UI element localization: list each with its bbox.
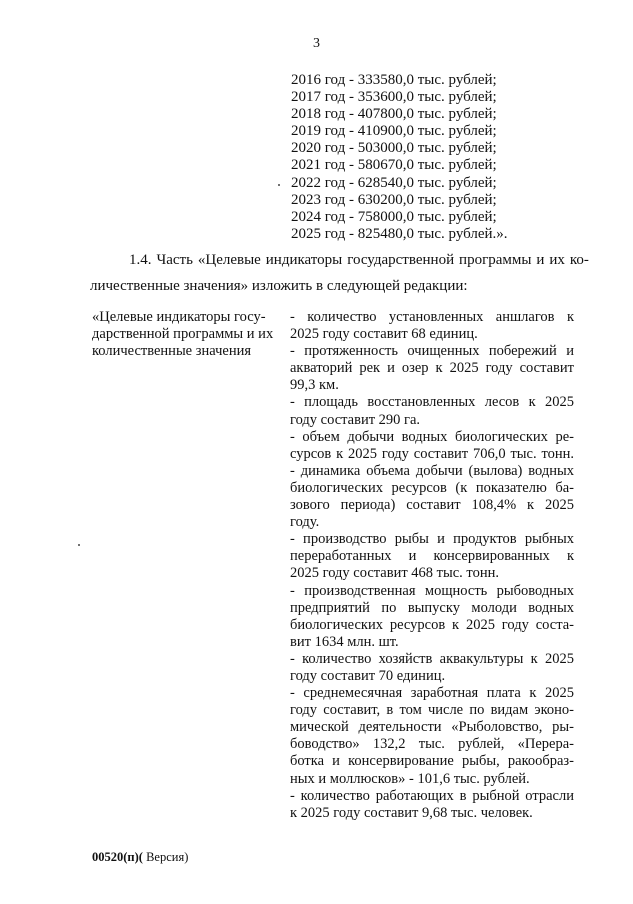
indicator-line: вит 1634 млн. шт. bbox=[290, 633, 399, 650]
label-line: количественные значения bbox=[92, 343, 252, 359]
label-line: «Целевые индикаторы госу- bbox=[92, 309, 266, 325]
funding-line: 2017 год - 353600,0 тыс. рублей; bbox=[291, 89, 497, 106]
indicator-line: биологических ресурсов к 2025 году соста- bbox=[290, 616, 574, 633]
funding-line: 2025 год - 825480,0 тыс. рублей.». bbox=[291, 225, 508, 242]
indicator-line: - производство рыбы и продуктов рыбных bbox=[290, 531, 574, 548]
indicator-line: боводство» 132,2 тыс. рублей, «Перера- bbox=[290, 736, 574, 753]
document-version: Версия) bbox=[142, 850, 189, 864]
label-line: дарственной программы и их bbox=[92, 326, 274, 342]
indicator-line: сурсов к 2025 году составит 706,0 тыс. тонн. bbox=[290, 445, 574, 462]
document-footer bbox=[92, 850, 188, 865]
indicator-line: переработанных и консервированных к bbox=[290, 548, 574, 565]
indicator-line: ных и моллюсков» - 101,6 тыс. рублей. bbox=[290, 770, 530, 787]
indicator-line: 99,3 км. bbox=[290, 377, 339, 394]
indicator-line: 2025 году составит 468 тыс. тонн. bbox=[290, 565, 499, 582]
document-code: 00520(п)( bbox=[92, 850, 143, 864]
funding-line: 2020 год - 503000,0 тыс. рублей; bbox=[291, 140, 497, 157]
scan-dot bbox=[78, 544, 80, 546]
funding-line: 2024 год - 758000,0 тыс. рублей; bbox=[291, 208, 497, 225]
indicator-line: - площадь восстановленных лесов к 2025 bbox=[290, 394, 574, 411]
indicator-values-cell bbox=[290, 309, 574, 822]
indicator-line: - количество установленных аншлагов к bbox=[290, 309, 574, 325]
indicator-line: - производственная мощность рыбоводных bbox=[290, 582, 574, 599]
indicator-line: году составит 70 единиц. bbox=[290, 667, 446, 684]
funding-line: 2018 год - 407800,0 тыс. рублей; bbox=[291, 106, 497, 123]
indicator-line: предприятий по выпуску молоди водных bbox=[290, 599, 574, 616]
indicator-line: - среднемесячная заработная плата к 2025 bbox=[290, 685, 574, 702]
indicator-line: году. bbox=[290, 514, 320, 531]
funding-line: 2022 год - 628540,0 тыс. рублей; bbox=[291, 174, 497, 191]
indicator-line: зового периода) составит 108,4% к 2025 bbox=[290, 497, 574, 514]
indicator-label-cell bbox=[92, 309, 284, 360]
indicator-line: - количество работающих в рыбной отрасли bbox=[290, 787, 574, 804]
funding-line: 2019 год - 410900,0 тыс. рублей; bbox=[291, 123, 497, 140]
indicator-line: акваторий рек и озер к 2025 году составит bbox=[290, 360, 574, 377]
indicator-line: ботка и консервирование рыбы, ракообраз- bbox=[290, 753, 574, 770]
amendment-paragraph-line-1: 1.4. Часть «Целевые индикаторы государственной программы и их ко- bbox=[129, 252, 589, 268]
indicator-line: биологических ресурсов (к показателю ба- bbox=[290, 479, 574, 496]
funding-line: 2023 год - 630200,0 тыс. рублей; bbox=[291, 191, 497, 208]
indicator-line: - объем добычи водных биологических ре- bbox=[290, 428, 574, 445]
funding-line: 2021 год - 580670,0 тыс. рублей; bbox=[291, 157, 497, 174]
indicator-line: году составит, в том числе по видам эконо- bbox=[290, 702, 574, 719]
indicator-line: мической деятельности «Рыболовство, ры- bbox=[290, 719, 574, 736]
indicator-line: году составит 290 га. bbox=[290, 411, 421, 428]
funding-line: 2016 год - 333580,0 тыс. рублей; bbox=[291, 72, 497, 88]
scan-dot bbox=[278, 184, 280, 186]
indicator-line: - динамика объема добычи (вылова) водных bbox=[290, 462, 574, 479]
indicator-line: 2025 году составит 68 единиц. bbox=[290, 326, 478, 343]
amendment-paragraph-line-2: личественные значения» изложить в следующей редакции: bbox=[90, 278, 468, 294]
indicator-line: - протяженность очищенных побережий и bbox=[290, 343, 574, 360]
indicator-line: к 2025 году составит 9,68 тыс. человек. bbox=[290, 804, 533, 821]
page-number: 3 bbox=[313, 36, 320, 51]
funding-list bbox=[291, 72, 508, 243]
indicator-line: - количество хозяйств аквакультуры к 2025 bbox=[290, 650, 574, 667]
